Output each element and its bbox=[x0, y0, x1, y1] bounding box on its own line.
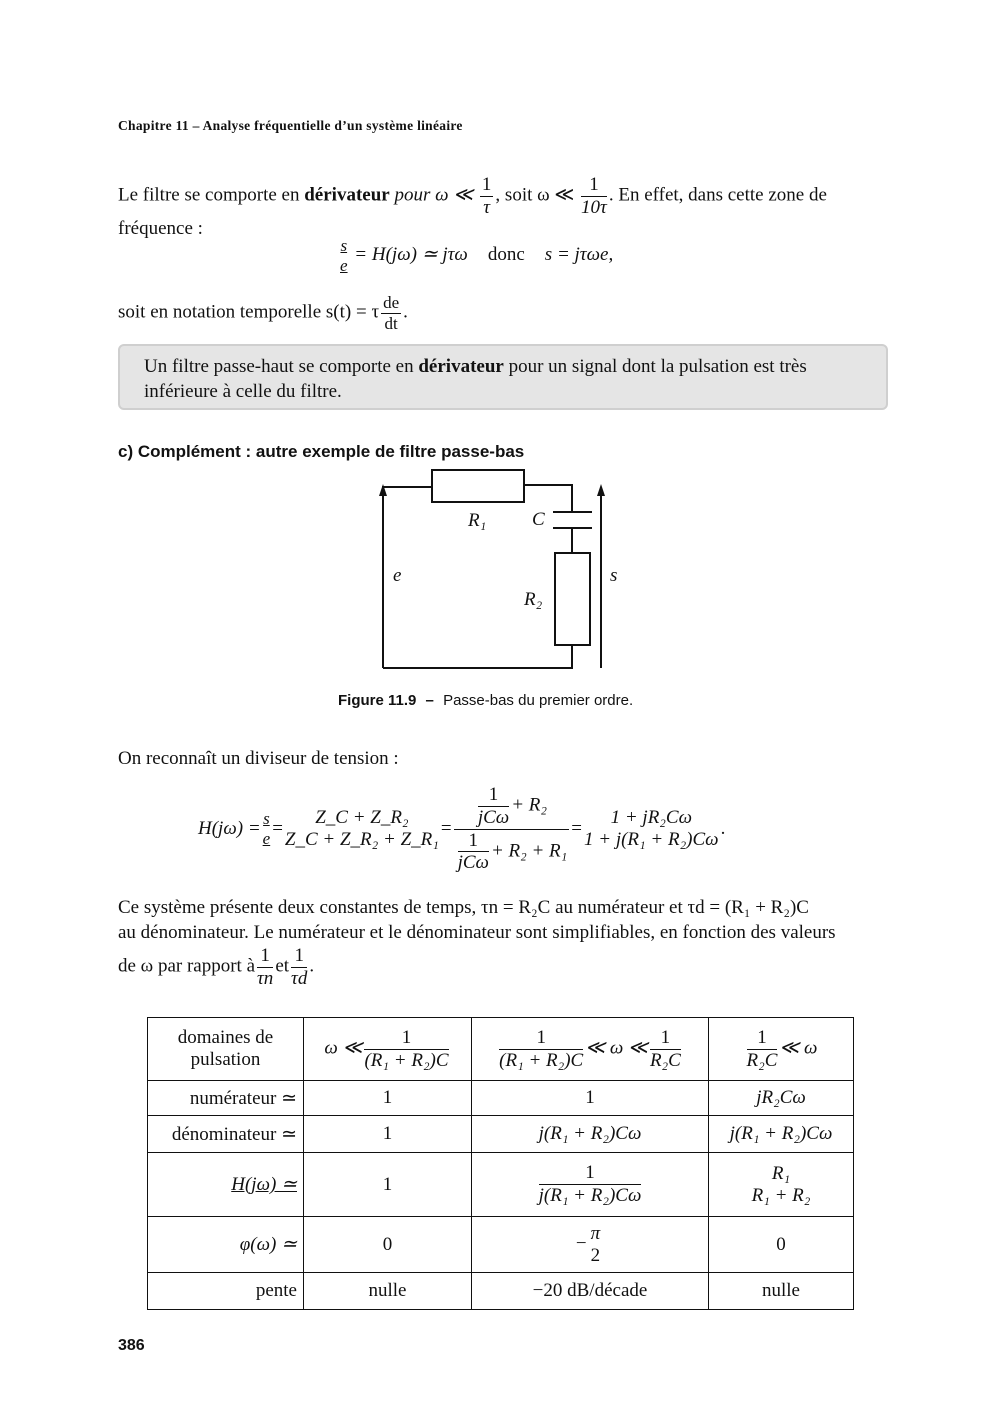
section-heading: c) Complément : autre exemple de filtre passe-bas bbox=[118, 442, 525, 461]
paragraph-derivateur: Le filtre se comporte en dérivateur pour ω ≪ $\frac{1}{\tau}$ , soit ω ≪ $\frac{1}{10\tau}$ . En effet, dans cette zone de bbox=[118, 174, 827, 218]
paragraph-divider: On reconnaît un diviseur de tension : bbox=[118, 748, 399, 769]
page-number: 386 bbox=[118, 1337, 145, 1354]
figure-caption: Figure 11.9 – Passe-bas du premier ordre. bbox=[338, 692, 634, 709]
table-row: φ(ω) ≃ 0 − π 2 0 bbox=[148, 1217, 854, 1273]
running-header: Chapitre 11 – Analyse fréquentielle d’un système linéaire bbox=[118, 118, 463, 133]
table-row: H(jω) ≃ 1 $\frac{1}{\text{j(R₁ + R₂)Cω}}$ R₁ R₁ + R₂ bbox=[148, 1153, 854, 1217]
highlight-box: Un filtre passe-haut se comporte en dérivateur pour un signal dont la pulsation est très inférieure à celle du filtre. bbox=[118, 344, 888, 410]
label-e: e bbox=[393, 565, 402, 586]
label-s: s bbox=[610, 565, 618, 586]
table-row: pente nulle −20 dB/décade nulle bbox=[148, 1273, 854, 1310]
paragraph-line: fréquence : bbox=[118, 218, 203, 239]
fraction: $\frac{1}{10\tau}$ bbox=[581, 174, 607, 218]
paragraph-temporal: soit en notation temporelle s(t) = τ $\frac{de}{dt}$ . bbox=[118, 293, 408, 333]
circuit-diagram bbox=[0, 0, 1004, 700]
label-r1: R₁ bbox=[468, 510, 487, 531]
paragraph-time-constants: Ce système présente deux constantes de temps, τn = R₂C au numérateur et τd = (R₁ + R₂)C au dénominateur. Le numérateur et le dénominateur sont simplifiables, en fonction des valeurs de ω par rapport à $\frac{1}{\tau n}$ et $\frac{1}{\tau d}$ . bbox=[118, 897, 836, 989]
label-r2: R₂ bbox=[524, 589, 543, 610]
equation-derivateur: $\frac{s}{e}$ = H(jω) ≃ jτω donc s = jτωe, bbox=[340, 236, 614, 275]
resistor-r1 bbox=[432, 470, 524, 502]
equation-transfer: H(jω) = $\frac{s}{e}$ = Z_C + Z_R₂ Z_C + Z_R₂ + Z_R₁ = $\frac{1}{\text{jCω}}$ + R₂ $\frac{1}{\text{jCω}}$ + R₂ + R₁ = 1 + jR₂Cω 1 + j(R₁ + R₂)Cω . bbox=[198, 783, 726, 874]
asymptotic-table bbox=[147, 1017, 854, 1310]
resistor-r2 bbox=[555, 553, 590, 645]
fraction: $\frac{1}{\tau}$ bbox=[481, 174, 492, 218]
table-row: dénominateur ≃ 1 j(R₁ + R₂)Cω j(R₁ + R₂)Cω bbox=[148, 1116, 854, 1153]
label-c: C bbox=[532, 509, 545, 530]
table-row: numérateur ≃ 1 1 jR₂Cω bbox=[148, 1081, 854, 1116]
table-row: domaines de pulsation ω ≪ $\frac{1}{\text{(R₁ + R₂)C}}$ $\frac{1}{\text{(R₁ + R₂)C}}$ ≪ ω ≪ $\frac{1}{\text{R₂C}}$ $\frac{1}{\text{R₂C}}$ ≪ ω bbox=[148, 1018, 854, 1081]
